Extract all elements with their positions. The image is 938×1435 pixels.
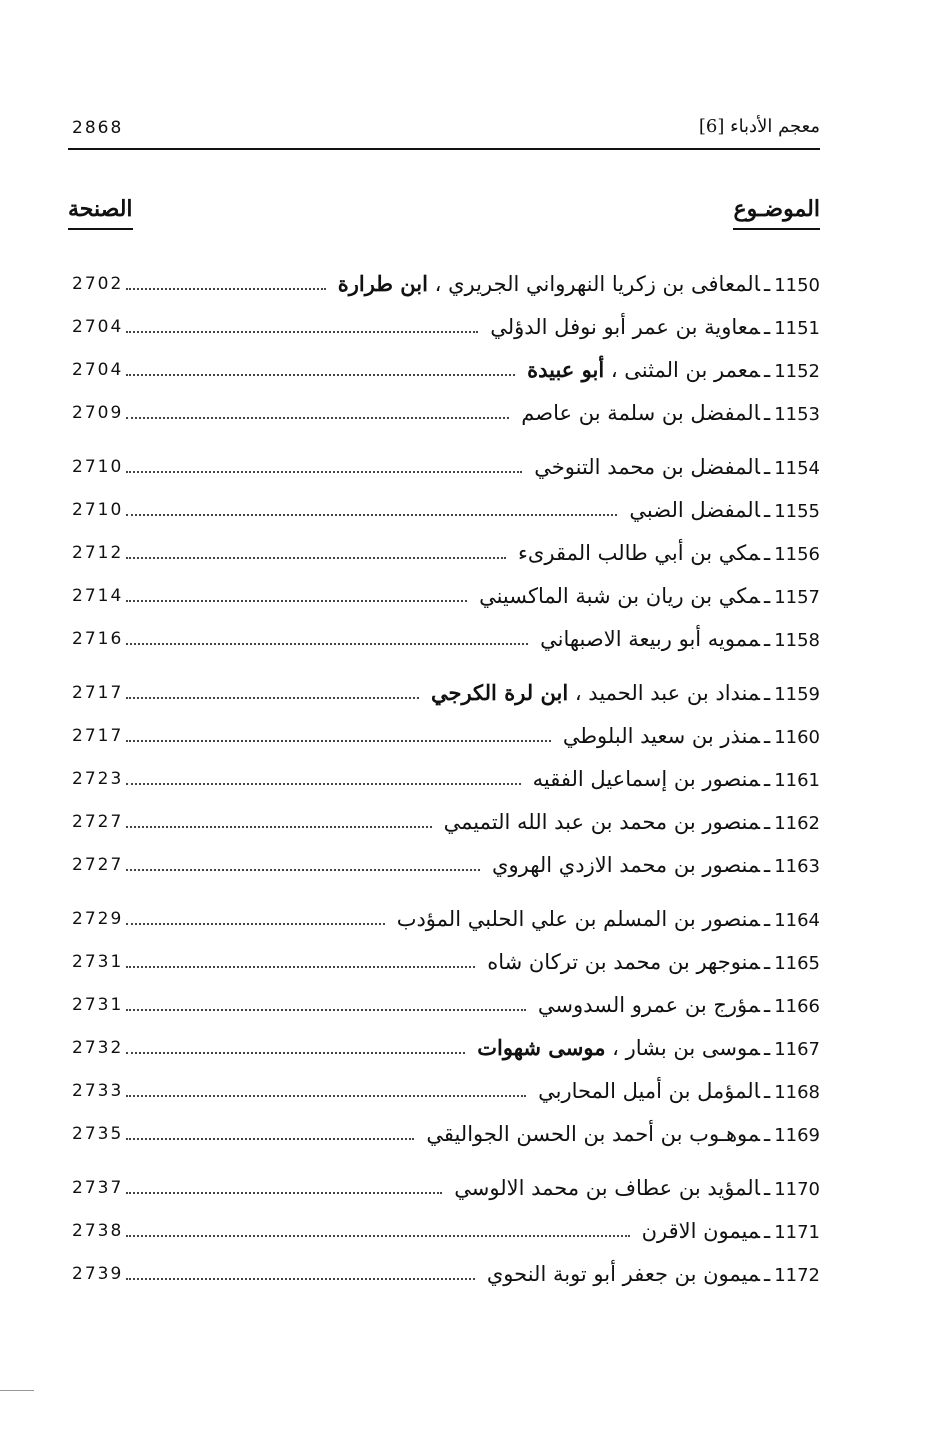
entry-name: منصور بن المسلم بن علي الحلبي المؤدب [396, 907, 761, 931]
dot-leader [126, 1278, 475, 1280]
dot-leader [126, 1009, 526, 1011]
toc-row [68, 531, 820, 567]
toc-page-number: 2727 [72, 812, 124, 832]
toc-entry [488, 853, 820, 877]
entry-name: المعافى بن زكريا النهرواني الجريري ، [427, 272, 761, 296]
entry-dash: ـ [764, 1079, 771, 1103]
entry-name: مكي بن أبي طالب المقرىء [518, 541, 761, 565]
toc-page-number: 2739 [72, 1264, 124, 1284]
toc-page-number: 2717 [72, 726, 124, 746]
toc-entry [450, 1176, 820, 1200]
toc-row [68, 983, 820, 1019]
toc-row [68, 1026, 820, 1062]
toc-row [68, 305, 820, 341]
topic-column-heading: الموضـوع [733, 196, 820, 230]
entry-name: منذر بن سعيد البلوطي [562, 724, 761, 748]
entry-number: 1168 [774, 1082, 820, 1103]
entry-number: 1159 [774, 684, 820, 705]
toc-row [68, 1209, 820, 1245]
dot-leader [126, 600, 467, 602]
toc-entry [393, 907, 820, 931]
entry-epithet: ابن طرارة [337, 271, 428, 296]
entry-epithet: ابن لرة الكرجي [430, 680, 569, 705]
entry-dash: ـ [764, 810, 771, 834]
entry-name: المفضل الضبي [629, 498, 761, 522]
entry-name: مؤرج بن عمرو السدوسي [537, 993, 761, 1017]
toc-page-number: 2709 [72, 403, 124, 423]
entry-dash: ـ [764, 627, 771, 651]
entry-number: 1167 [774, 1039, 820, 1060]
dot-leader [126, 557, 506, 559]
toc-page-number: 2732 [72, 1038, 124, 1058]
toc-page-number: 2710 [72, 500, 124, 520]
dot-leader [126, 417, 509, 419]
entry-dash: ـ [764, 681, 771, 705]
page-column-heading: الصنحة [68, 196, 133, 230]
toc-row [68, 617, 820, 653]
entry-dash: ـ [764, 1176, 771, 1200]
entry-dash: ـ [764, 455, 771, 479]
toc-entry [422, 1122, 820, 1146]
entry-name: منصور بن محمد بن عبد الله التميمي [443, 810, 761, 834]
entry-dash: ـ [764, 907, 771, 931]
dot-leader [126, 1052, 465, 1054]
dot-leader [126, 643, 528, 645]
toc-entry [534, 1079, 820, 1103]
entry-dash: ـ [764, 584, 771, 608]
dot-leader [126, 783, 521, 785]
entry-number: 1172 [774, 1265, 820, 1286]
toc-row [68, 800, 820, 836]
toc-page-number: 2723 [72, 769, 124, 789]
toc-row [68, 574, 820, 610]
margin-mark [0, 1390, 34, 1391]
dot-leader [126, 923, 385, 925]
entry-dash: ـ [764, 767, 771, 791]
toc-entry [529, 767, 820, 791]
toc-page-number: 2704 [72, 317, 124, 337]
toc-entry [334, 271, 820, 296]
entry-number: 1170 [774, 1179, 820, 1200]
entry-dash: ـ [764, 541, 771, 565]
entry-number: 1154 [774, 458, 820, 479]
toc-row [68, 757, 820, 793]
toc-page-number: 2712 [72, 543, 124, 563]
entry-name: معمر بن المثنى ، [604, 358, 761, 382]
entry-number: 1163 [774, 856, 820, 877]
entry-number: 1164 [774, 910, 820, 931]
entry-number: 1150 [774, 275, 820, 296]
entry-number: 1171 [774, 1222, 820, 1243]
toc-page-number: 2731 [72, 952, 124, 972]
dot-leader [126, 826, 432, 828]
entry-name: المؤيد بن عطاف بن محمد الالوسي [454, 1176, 761, 1200]
toc-row [68, 843, 820, 879]
page-number: 2868 [72, 118, 124, 138]
dot-leader [126, 1095, 526, 1097]
entry-dash: ـ [764, 1219, 771, 1243]
toc-entry [534, 993, 820, 1017]
toc-page-number: 2733 [72, 1081, 124, 1101]
toc-row [68, 897, 820, 933]
toc-entry [523, 357, 820, 382]
toc-row [68, 391, 820, 427]
entry-number: 1157 [774, 587, 820, 608]
entry-name: مكي بن ريان بن شبة الماكسيني [479, 584, 761, 608]
toc-entry [483, 950, 820, 974]
book-title: معجم الأدباء [6] [698, 116, 820, 137]
toc-row [68, 940, 820, 976]
entry-number: 1162 [774, 813, 820, 834]
entry-number: 1160 [774, 727, 820, 748]
entry-name: ميمون الاقرن [641, 1219, 761, 1243]
toc-page-number: 2702 [72, 274, 124, 294]
entry-number: 1156 [774, 544, 820, 565]
entry-dash: ـ [764, 272, 771, 296]
toc-row [68, 1252, 820, 1288]
toc-entry [483, 1262, 820, 1286]
toc-entry [440, 810, 820, 834]
entry-dash: ـ [764, 993, 771, 1017]
dot-leader [126, 514, 617, 516]
toc-page-number: 2737 [72, 1178, 124, 1198]
toc-row [68, 445, 820, 481]
entry-number: 1152 [774, 361, 820, 382]
dot-leader [126, 869, 480, 871]
entry-name: موهـوب بن أحمد بن الحسن الجواليقي [426, 1122, 761, 1146]
toc-row [68, 714, 820, 750]
entry-name: معاوية بن عمر أبو نوفل الدؤلي [490, 315, 761, 339]
toc-page-number: 2735 [72, 1124, 124, 1144]
toc-entry [475, 584, 820, 608]
toc-entry [473, 1035, 820, 1060]
entry-name: المؤمل بن أميل المحاربي [538, 1079, 761, 1103]
entry-dash: ـ [764, 724, 771, 748]
toc-page-number: 2714 [72, 586, 124, 606]
toc-row [68, 348, 820, 384]
toc-page-number: 2704 [72, 360, 124, 380]
entry-epithet: موسى شهوات [477, 1035, 606, 1060]
dot-leader [126, 697, 419, 699]
entry-number: 1169 [774, 1125, 820, 1146]
entry-dash: ـ [764, 1122, 771, 1146]
toc-entry [536, 627, 820, 651]
dot-leader [126, 966, 475, 968]
entry-number: 1158 [774, 630, 820, 651]
toc-row [68, 1112, 820, 1148]
entry-name: ميمون بن جعفر أبو توبة النحوي [486, 1262, 761, 1286]
toc-entry [530, 455, 820, 479]
dot-leader [126, 1138, 414, 1140]
toc-page-number: 2716 [72, 629, 124, 649]
toc-page-number: 2727 [72, 855, 124, 875]
toc-row [68, 671, 820, 707]
dot-leader [126, 374, 515, 376]
entry-name: ممويه أبو ربيعة الاصبهاني [540, 627, 761, 651]
entry-name: موسى بن بشار ، [605, 1036, 761, 1060]
toc-entry [625, 498, 820, 522]
toc-row [68, 488, 820, 524]
toc-entry [517, 401, 820, 425]
entry-name: المفضل بن محمد التنوخي [534, 455, 761, 479]
entry-number: 1153 [774, 404, 820, 425]
toc-entry [427, 680, 820, 705]
dot-leader [126, 331, 478, 333]
entry-name: المفضل بن سلمة بن عاصم [521, 401, 761, 425]
entry-number: 1166 [774, 996, 820, 1017]
entry-dash: ـ [764, 498, 771, 522]
toc-row [68, 1069, 820, 1105]
toc-row [68, 1166, 820, 1202]
entry-dash: ـ [764, 950, 771, 974]
toc-entry [559, 724, 820, 748]
entry-dash: ـ [764, 1036, 771, 1060]
dot-leader [126, 1235, 630, 1237]
entry-name: منوجهر بن محمد بن تركان شاه [487, 950, 761, 974]
entry-number: 1165 [774, 953, 820, 974]
entry-epithet: أبو عبيدة [527, 357, 605, 382]
toc-page-number: 2710 [72, 457, 124, 477]
entry-dash: ـ [764, 1262, 771, 1286]
entry-dash: ـ [764, 853, 771, 877]
dot-leader [126, 471, 522, 473]
entry-number: 1151 [774, 318, 820, 339]
toc-entry [514, 541, 820, 565]
toc-entry [486, 315, 820, 339]
entry-name: منصور بن محمد الازدي الهروي [492, 853, 761, 877]
toc-page-number: 2731 [72, 995, 124, 1015]
entry-dash: ـ [764, 401, 771, 425]
toc-page-number: 2729 [72, 909, 124, 929]
entry-name: منصور بن إسماعيل الفقيه [532, 767, 761, 791]
toc-page-number: 2738 [72, 1221, 124, 1241]
dot-leader [126, 288, 326, 290]
toc-page-number: 2717 [72, 683, 124, 703]
entry-dash: ـ [764, 358, 771, 382]
dot-leader [126, 1192, 442, 1194]
entry-name: منداد بن عبد الحميد ، [568, 681, 761, 705]
toc-entry [638, 1219, 820, 1243]
entry-dash: ـ [764, 315, 771, 339]
entry-number: 1161 [774, 770, 820, 791]
entry-number: 1155 [774, 501, 820, 522]
toc-row [68, 262, 820, 298]
dot-leader [126, 740, 551, 742]
